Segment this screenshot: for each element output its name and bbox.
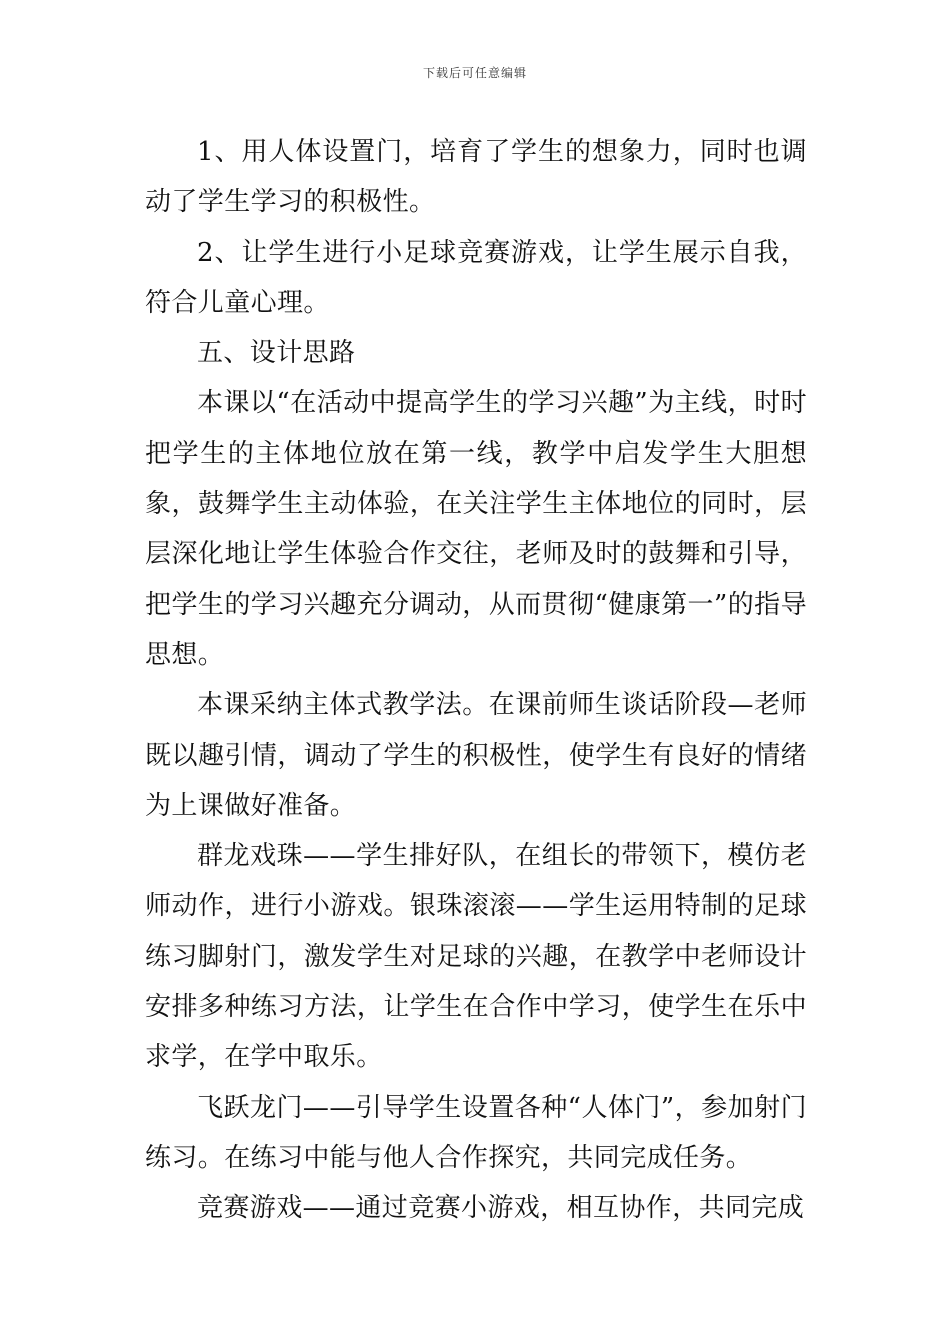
paragraph-5: 群龙戏珠——学生排好队，在组长的带领下，模仿老师动作，进行小游戏。银珠滚滚——学生运用特制的足球练习脚射门，激发学生对足球的兴趣，在教学中老师设计安排多种练习方法，让学生在合作中学习，使学生在乐中求学，在学中取乐。 bbox=[145, 841, 807, 1073]
paragraph-6: 飞跃龙门——引导学生设置各种“人体门”，参加射门练习。在练习中能与他人合作探究，共同完成任务。 bbox=[145, 1092, 807, 1173]
paragraph-7: 竞赛游戏——通过竞赛小游戏，相互协作，共同完成 bbox=[197, 1193, 805, 1224]
document-body bbox=[145, 127, 807, 1234]
paragraph-2: 2、让学生进行小足球竞赛游戏，让学生展示自我，符合儿童心理。 bbox=[145, 237, 807, 318]
paragraph-3: 本课以“在活动中提高学生的学习兴趣”为主线，时时把学生的主体地位放在第一线，教学中启发学生大胆想象，鼓舞学生主动体验，在关注学生主体地位的同时，层层深化地让学生体验合作交往，老师及时的鼓舞和引导，把学生的学习兴趣充分调动，从而贯彻“健康第一”的指导思想。 bbox=[145, 388, 807, 670]
page-header: 下载后可任意编辑 bbox=[422, 66, 527, 80]
paragraph-4: 本课采纳主体式教学法。在课前师生谈话阶段—老师既以趣引情，调动了学生的积极性，使学生有良好的情绪为上课做好准备。 bbox=[145, 690, 807, 821]
paragraph-1: 1、用人体设置门，培育了学生的想象力，同时也调动了学生学习的积极性。 bbox=[145, 137, 807, 218]
section-heading: 五、设计思路 bbox=[197, 338, 356, 369]
